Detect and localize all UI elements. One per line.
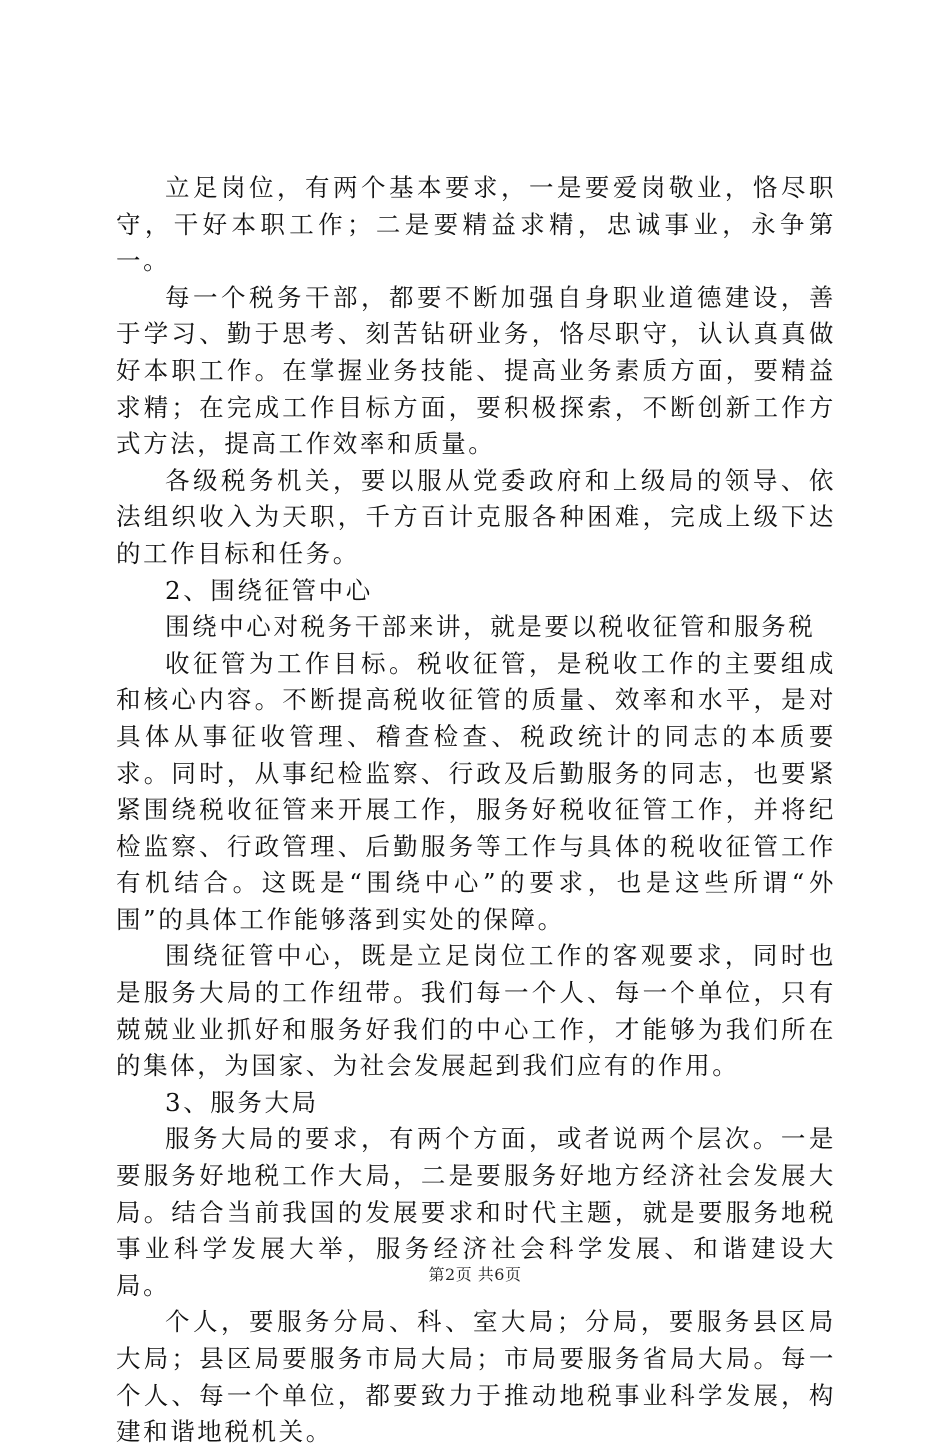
paragraph-serve-overall: 服务大局的要求，有两个方面，或者说两个层次。一是要服务好地税工作大局，二是要服务好地方经济社会发展大局。结合当前我国的发展要求和时代主题，就是要服务地税事业科学发展大举，服务经济社会科学发展、和谐建设大局。	[116, 1124, 836, 1300]
paragraph-center-intro: 围绕中心对税务干部来讲，就是要以税收征管和服务税	[165, 612, 816, 642]
paragraph-stand-on-post: 立足岗位，有两个基本要求，一是要爱岗敬业，恪尽职守，干好本职工作；二是要精益求精，忠诚事业，永争第一。	[116, 173, 836, 276]
document-body	[116, 170, 836, 1451]
paragraph-tax-staff-ethics: 每一个税务干部，都要不断加强自身职业道德建设，善于学习、勤于思考、刻苦钻研业务，恪尽职守，认认真真做好本职工作。在掌握业务技能、提高业务素质方面，要精益求精；在完成工作目标方面，要积极探索，不断创新工作方式方法，提高工作效率和质量。	[116, 282, 836, 459]
paragraph-collection-management: 收征管为工作目标。税收征管，是税收工作的主要组成和核心内容。不断提高税收征管的质量、效率和水平，是对具体从事征收管理、稽查检查、税政统计的同志的本质要求。同时，从事纪检监察、行政及后勤服务的同志，也要紧紧围绕税收征管来开展工作，服务好税收征管工作，并将纪检监察、行政管理、后勤服务等工作与具体的税收征管工作有机结合。这既是“围绕中心”的要求，也是这些所谓“外围”的具体工作能够落到实处的保障。	[116, 648, 836, 934]
section-heading-3: 3、服务大局	[165, 1087, 319, 1117]
section-heading-2: 2、围绕征管中心	[165, 575, 373, 605]
paragraph-center-link: 围绕征管中心，既是立足岗位工作的客观要求，同时也是服务大局的工作纽带。我们每一个人、每一个单位，只有兢兢业业抓好和服务好我们的中心工作，才能够为我们所在的集体，为国家、为社会发展起到我们应有的作用。	[116, 941, 836, 1081]
paragraph-serve-levels: 个人，要服务分局、科、室大局；分局，要服务县区局大局；县区局要服务市局大局；市局要服务省局大局。每一个人、每一个单位，都要致力于推动地税事业科学发展，构建和谐地税机关。	[116, 1307, 836, 1447]
page-number-footer: 第2页 共6页	[428, 1265, 522, 1284]
paragraph-tax-authorities: 各级税务机关，要以服从党委政府和上级局的领导、依法组织收入为天职，千方百计克服各种困难，完成上级下达的工作目标和任务。	[116, 465, 836, 568]
